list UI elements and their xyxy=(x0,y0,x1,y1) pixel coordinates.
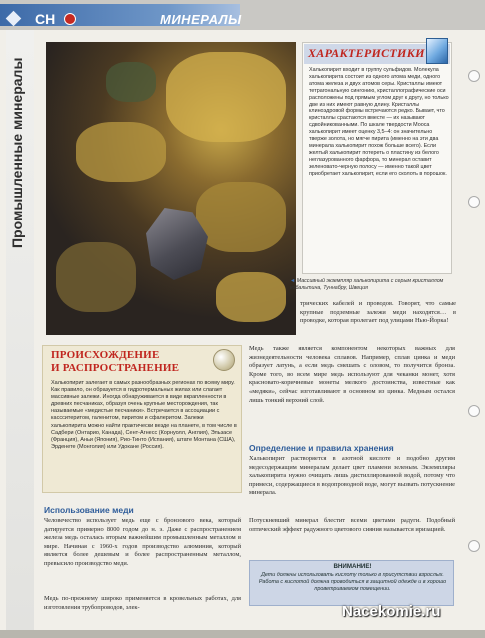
origin-title xyxy=(51,349,179,374)
copper-use-heading: Использование меди xyxy=(44,505,134,515)
caption-arrow-icon: ◄ xyxy=(290,278,296,284)
right-paragraph-3: Халькопирит растворяется в азотной кислоте и подобно другим медесодержащим минералам делает цвет пламени зеленым. Экземпляры халькопирита нужно очищать лишь дистиллированной водой, потому что примеси, содержащиеся в водопроводной воде, могут вызвать потускнение минерала. xyxy=(249,455,455,497)
binder-hole-icon xyxy=(468,405,480,417)
characteristics-header xyxy=(304,44,450,64)
characteristics-title: ХАРАКТЕРИСТИКИ xyxy=(308,46,425,60)
right-paragraph-4: Потускневший минерал блестит всеми цветами радуги. Подобный оптический эффект радужного цветового сияния называется иризацией. xyxy=(249,517,455,533)
header-band xyxy=(0,4,240,26)
photo-caption xyxy=(290,278,450,292)
origin-header xyxy=(43,346,241,378)
header-section-title: МИНЕРАЛЫ xyxy=(160,12,242,27)
origin-title-line-1: ПРОИСХОЖДЕНИЕ xyxy=(51,349,160,361)
binder-hole-icon xyxy=(468,196,480,208)
characteristics-text: Халькопирит входит в группу сульфидов. Молекула халькопирита состоит из одного атома меди, одного атома железа и двух атомов серы. Кристаллы имеют тетрагональную сингонию, кристаллографические оси расположены под прямым углом друг к другу, но только две из них имеют равную длину. Кристаллы клиноэдровой формы встречаются редко. Бывает, что кристаллы срастаются вместе — их называют сдвойникованными. По шкале твердости Мооса халькопирит имеет оценку 3,5–4: он значительно тверже золота, но мягче пирита (именно на эти два минерала халькопирит похож больше всего). Если желтый халькопирит потереть о пластину из белого неглазурованного фарфора, то минерал оставит зеленовато-черную полосу — именно такой цвет приобретает халькопирит, если его сколоть в порошок. xyxy=(309,67,449,177)
origin-box xyxy=(42,345,242,493)
crystal-cube-icon xyxy=(426,38,448,64)
mineral-photo xyxy=(46,42,296,335)
watermark-text: Nacekomie.ru xyxy=(342,603,441,620)
caption-text: Массивный экземпляр халькопирита с серым кристаллом кобальтина, Туннабру, Швеция xyxy=(290,278,444,291)
right-paragraph-2: Медь также является компонентом некоторых важных для жизнедеятельности человека сплавов. Например, сплав цинка и меди образует латунь, а если медь смешать с оловом, то получится бронза. Кроме того, во всем мире медь используют для чеканки монет, хотя красновато-коричневые монеты мелкого достоинства, известные как «медяки», сейчас изготавливают в основном из цинка. Медным остался лишь тонкий верхний слой. xyxy=(249,345,455,404)
side-label: Промышленные минералы xyxy=(9,57,25,248)
characteristics-box xyxy=(302,42,452,274)
origin-title-line-2: И РАСПРОСТРАНЕНИЕ xyxy=(51,361,180,374)
binder-hole-icon xyxy=(468,70,480,82)
storage-heading: Определение и правила хранения xyxy=(249,443,394,453)
red-dot-icon xyxy=(64,13,76,25)
globe-icon xyxy=(213,349,235,371)
origin-text: Халькопирит залегает в самых разнообразных регионах по всему миру. Как правило, он образуется в гидротермальных жилах или слагает массивные залежи. Иногда обнаруживается в виде вкрапленности в древних песчаниках, образуя очень крупные месторождения, так называемые «медистые песчаники». Встречается в ассоциации с кассситеритом, галенитом, пиритом и сфалеритом. Залежи халькопирита можно найти практически везде на планете, в том числе в Садбери (Онтарио, Канада), Сент-Агнесс (Корнуолл, Англия), Эльзасе (Франция), Аньи (Япония), Рио-Тинто (Испания), штате Монтана (США), Эрденете (Монголия) или Удокане (Россия). xyxy=(51,380,237,450)
left-paragraph-1: Человечество использует медь еще с бронзового века, который датируется примерно 8000 годом до н. э. Даже с распространением железа медь осталась вторым важнейшим промышленным металлом в мире. Начиная с 1960-х годов производство алюминия, который является более дешевым и более распространенным металлом, превысило производство меди. xyxy=(44,517,241,567)
warning-box xyxy=(249,560,454,606)
header-code: CH xyxy=(35,11,56,27)
warning-title: ВНИМАНИЕ! xyxy=(333,563,372,570)
diamond-icon xyxy=(6,11,22,27)
right-paragraph-1: трических кабелей и проводов. Говорят, что самые крупные подземные залежи меди находятся… в проводке, которая пролегает под улицами Нью-Йорка! xyxy=(300,300,456,325)
header-bar xyxy=(0,0,485,30)
binder-hole-icon xyxy=(468,540,480,552)
page-bottom-edge xyxy=(0,630,485,638)
left-paragraph-2: Медь по-прежнему широко применяется в кровельных работах, для изготовления трубопроводов, элек- xyxy=(44,595,241,611)
warning-text: Дети должны использовать кислоту только в присутствии взрослых. Работа с кислотой должна проводиться в защитной одежде и в хорошо проветриваемом помещении. xyxy=(258,572,447,592)
